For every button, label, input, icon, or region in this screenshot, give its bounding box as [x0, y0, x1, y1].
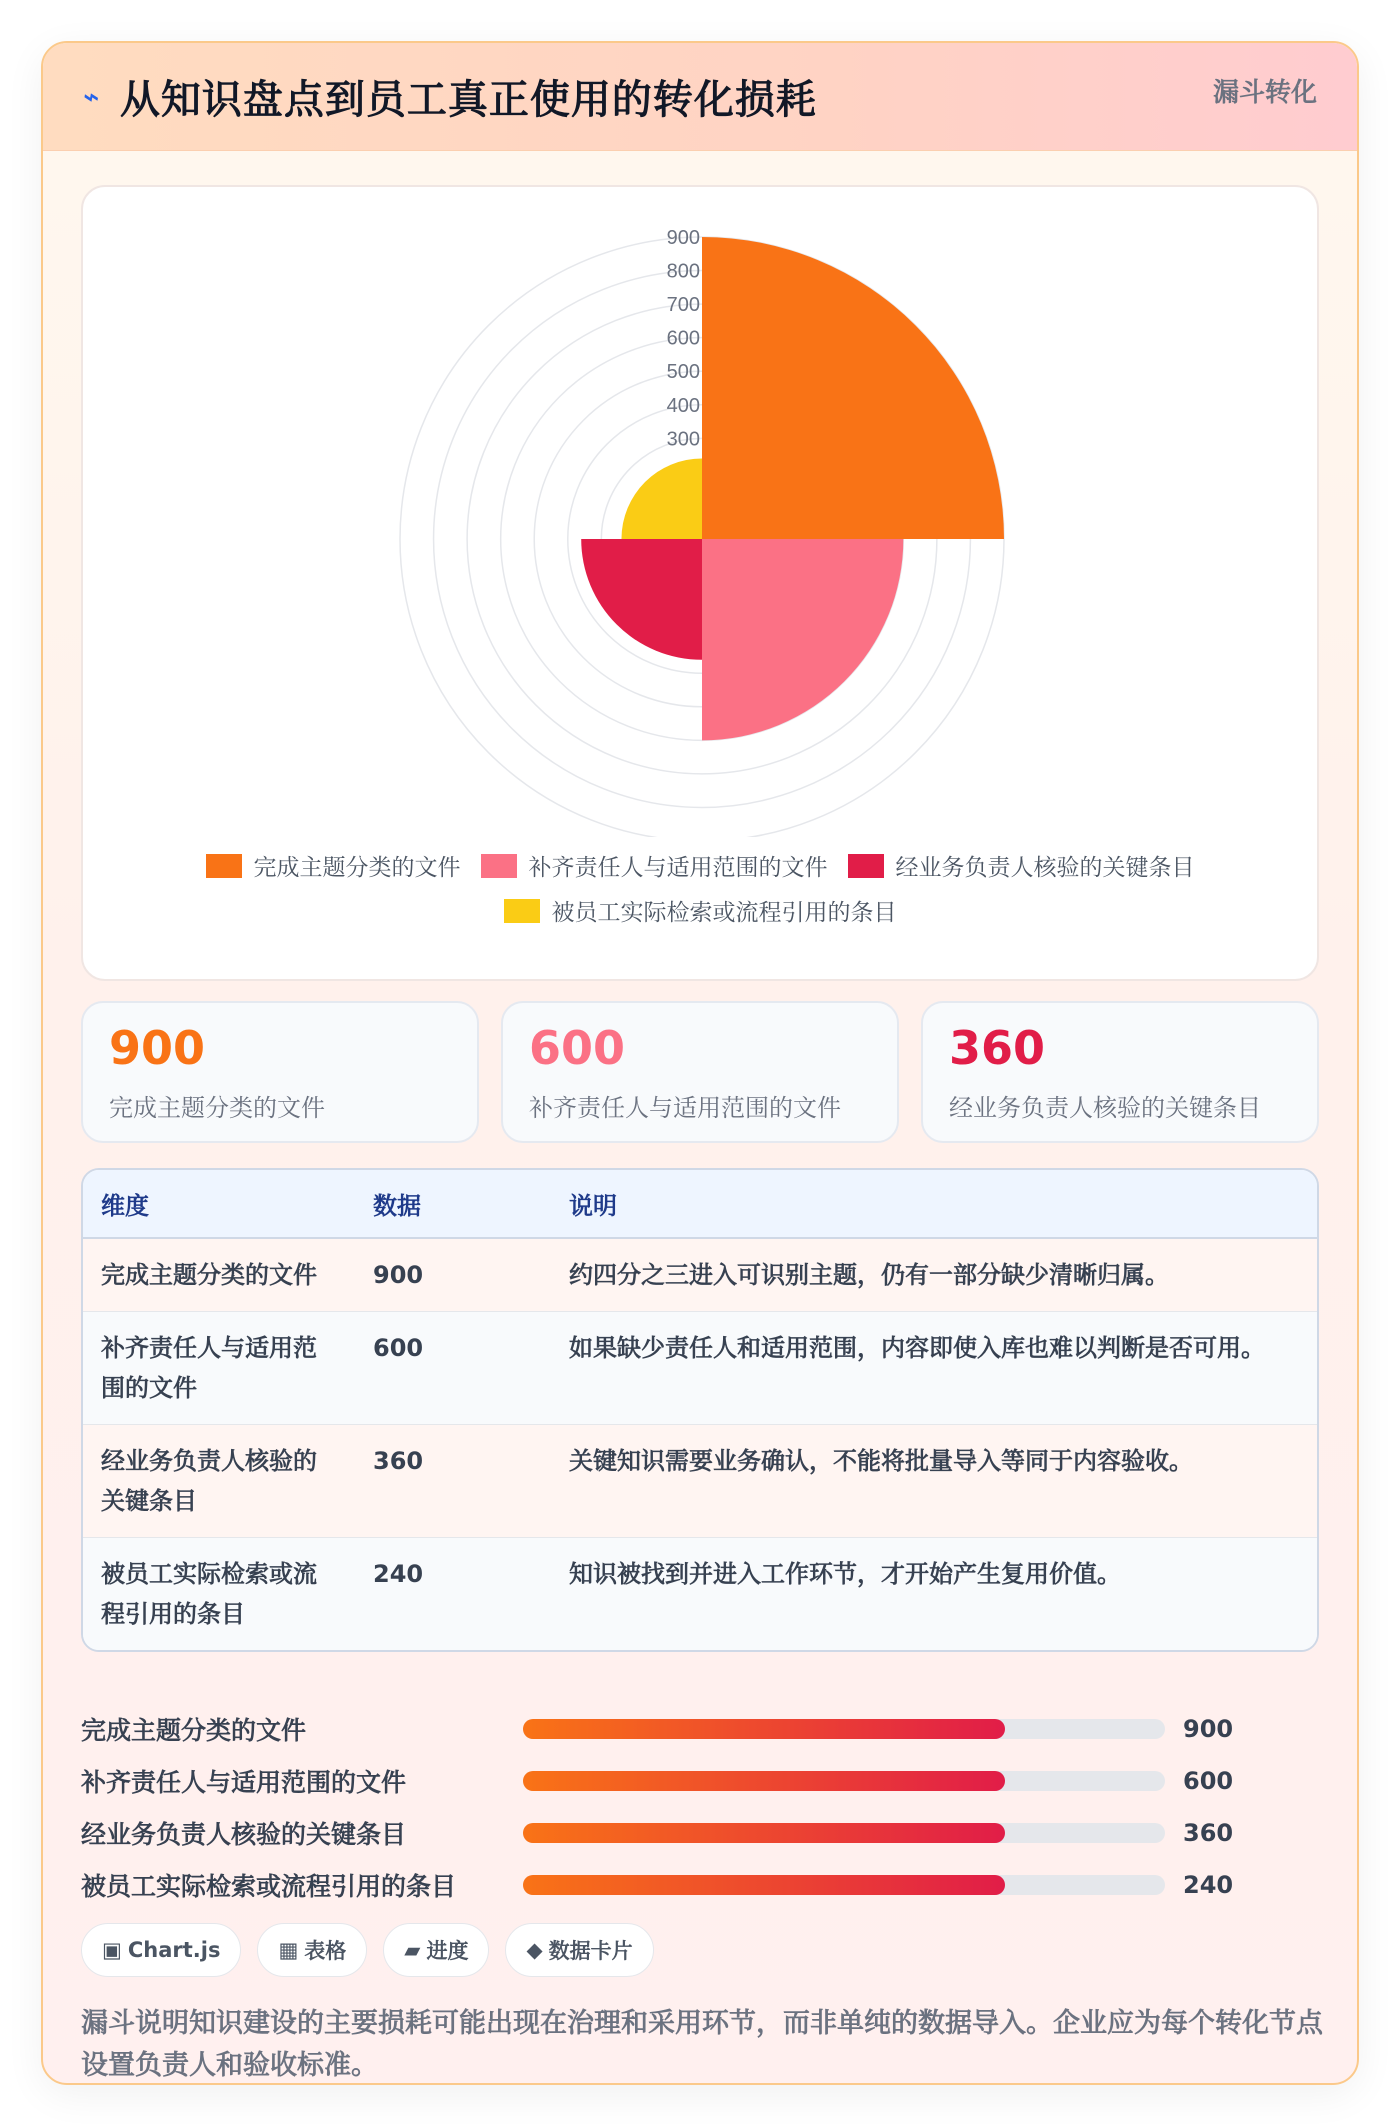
- chart-legend: [83, 849, 1317, 927]
- progress-fill: [523, 1719, 1005, 1739]
- radial-tick-label: 300: [666, 428, 700, 451]
- chip-label: 进度: [426, 1939, 469, 1963]
- legend-swatch: [504, 899, 540, 923]
- radial-tick-label: 600: [666, 327, 700, 350]
- cell-description: 知识被找到并进入工作环节，才开始产生复用价值。: [551, 1538, 1317, 1651]
- legend-label: 经业务负责人核验的关键条目: [895, 855, 1195, 881]
- progress-fill: [523, 1823, 1005, 1843]
- progress-track: [523, 1823, 1165, 1843]
- cell-dimension: 经业务负责人核验的关键条目: [83, 1425, 355, 1538]
- table-row: [83, 1238, 1317, 1312]
- data-table: [81, 1168, 1319, 1652]
- column-header: 维度: [83, 1170, 355, 1238]
- cell-dimension: 补齐责任人与适用范围的文件: [83, 1312, 355, 1425]
- view-chips: [81, 1923, 654, 1977]
- bolt-icon: ⌁: [80, 80, 103, 113]
- cell-value: 360: [355, 1425, 551, 1538]
- stat-value: 360: [949, 1021, 1046, 1075]
- card-header: [43, 43, 1357, 151]
- chip-label: Chart.js: [127, 1938, 221, 1962]
- radial-tick-label: 700: [666, 294, 700, 317]
- table-header-row: [83, 1170, 1317, 1238]
- column-header: 说明: [551, 1170, 1317, 1238]
- cell-dimension: 被员工实际检索或流程引用的条目: [83, 1538, 355, 1651]
- header-left: [80, 68, 817, 125]
- card-title: 从知识盘点到员工真正使用的转化损耗: [119, 77, 817, 123]
- progress-label: 完成主题分类的文件: [81, 1716, 307, 1745]
- progress-row: [81, 1807, 1319, 1859]
- legend-item[interactable]: [206, 849, 461, 882]
- progress-label: 补齐责任人与适用范围的文件: [81, 1768, 407, 1797]
- category-tag: 漏斗转化: [1212, 78, 1317, 108]
- stat-label: 经业务负责人核验的关键条目: [949, 1093, 1261, 1122]
- column-header: 数据: [355, 1170, 551, 1238]
- progress-row: [81, 1859, 1319, 1911]
- summary-note: 漏斗说明知识建设的主要损耗可能出现在治理和采用环节，而非单纯的数据导入。企业应为每个转化节点设置负责人和验收标准。: [81, 2008, 1323, 2081]
- diamond-icon: ◆: [526, 1938, 543, 1962]
- funnel-card: [41, 41, 1359, 2085]
- stat-card: [921, 1001, 1319, 1143]
- chip-table[interactable]: [257, 1923, 367, 1977]
- polar-wedge[interactable]: [702, 539, 903, 740]
- chart-panel: [81, 185, 1319, 981]
- polar-wedge[interactable]: [702, 237, 1004, 539]
- progress-label: 被员工实际检索或流程引用的条目: [81, 1872, 457, 1901]
- polar-wedge[interactable]: [581, 539, 702, 660]
- chip-label: 表格: [304, 1939, 347, 1963]
- legend-label: 被员工实际检索或流程引用的条目: [551, 900, 897, 926]
- chip-label: 数据卡片: [548, 1939, 633, 1963]
- progress-fill: [523, 1771, 1005, 1791]
- legend-item[interactable]: [848, 849, 1195, 882]
- progress-icon: ▰: [404, 1938, 421, 1962]
- cell-description: 关键知识需要业务确认，不能将批量导入等同于内容验收。: [551, 1425, 1317, 1538]
- progress-label: 经业务负责人核验的关键条目: [81, 1820, 407, 1849]
- table-icon: ▦: [278, 1938, 299, 1962]
- legend-label: 完成主题分类的文件: [253, 855, 461, 881]
- polar-wedge[interactable]: [621, 458, 702, 539]
- progress-track: [523, 1771, 1165, 1791]
- progress-value: 360: [1183, 1819, 1234, 1847]
- table-row: [83, 1425, 1317, 1538]
- progress-track: [523, 1719, 1165, 1739]
- stat-label: 补齐责任人与适用范围的文件: [529, 1093, 841, 1122]
- progress-row: [81, 1755, 1319, 1807]
- progress-row: [81, 1703, 1319, 1755]
- stat-value: 600: [529, 1021, 626, 1075]
- legend-swatch: [481, 854, 517, 878]
- stat-card: [81, 1001, 479, 1143]
- cell-dimension: 完成主题分类的文件: [83, 1238, 355, 1312]
- chip-data-cards[interactable]: [505, 1923, 653, 1977]
- progress-list: [81, 1703, 1319, 1911]
- chart-icon: ▣: [102, 1938, 122, 1962]
- radial-tick-label: 500: [666, 361, 700, 384]
- polar-area-chart: [83, 187, 1321, 837]
- radial-tick-label: 900: [666, 227, 700, 249]
- legend-swatch: [206, 854, 242, 878]
- progress-value: 900: [1183, 1715, 1234, 1743]
- chip-chartjs[interactable]: [81, 1923, 241, 1977]
- progress-track: [523, 1875, 1165, 1895]
- radial-tick-label: 800: [666, 260, 700, 283]
- stat-card: [501, 1001, 899, 1143]
- progress-value: 600: [1183, 1767, 1234, 1795]
- legend-item[interactable]: [504, 894, 897, 927]
- legend-label: 补齐责任人与适用范围的文件: [528, 855, 828, 881]
- legend-swatch: [848, 854, 884, 878]
- table-row: [83, 1312, 1317, 1425]
- cell-value: 900: [355, 1238, 551, 1312]
- cell-description: 约四分之三进入可识别主题，仍有一部分缺少清晰归属。: [551, 1238, 1317, 1312]
- radial-tick-label: 400: [666, 394, 700, 417]
- cell-value: 600: [355, 1312, 551, 1425]
- table-row: [83, 1538, 1317, 1651]
- cell-value: 240: [355, 1538, 551, 1651]
- progress-value: 240: [1183, 1871, 1234, 1899]
- legend-item[interactable]: [481, 849, 828, 882]
- chip-progress[interactable]: [383, 1923, 489, 1977]
- cell-description: 如果缺少责任人和适用范围，内容即使入库也难以判断是否可用。: [551, 1312, 1317, 1425]
- stat-label: 完成主题分类的文件: [109, 1093, 325, 1122]
- stat-cards: [81, 1001, 1319, 1143]
- stat-value: 900: [109, 1021, 206, 1075]
- progress-fill: [523, 1875, 1005, 1895]
